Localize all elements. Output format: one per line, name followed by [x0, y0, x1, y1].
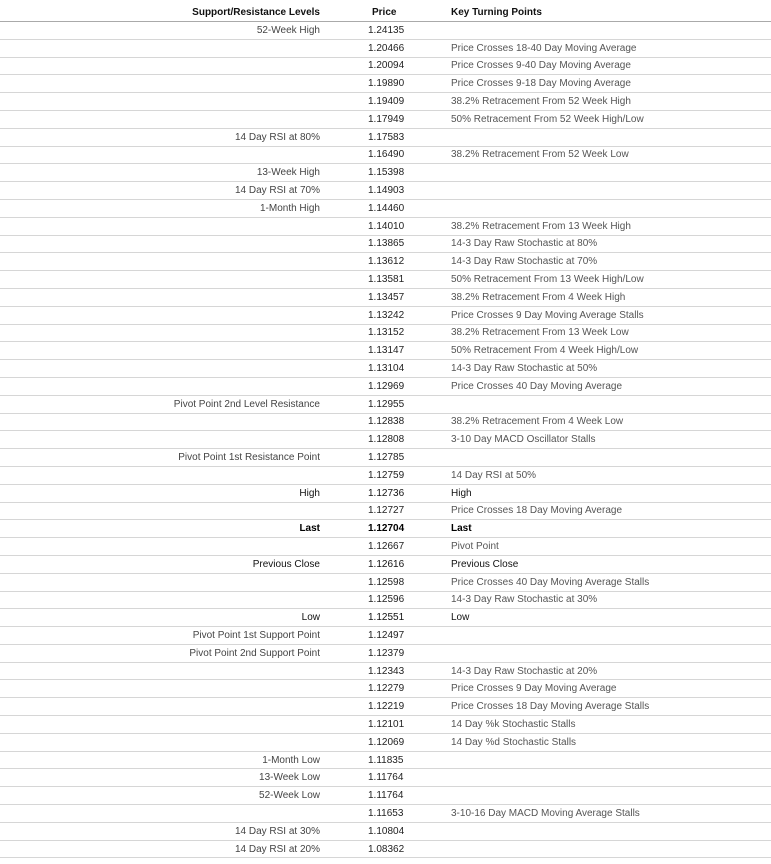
table-row	[0, 182, 771, 200]
price-cell: 1.12279	[325, 680, 447, 698]
table-row	[0, 840, 771, 858]
level-cell	[0, 146, 325, 164]
level-cell: Last	[0, 520, 325, 538]
price-cell: 1.12667	[325, 538, 447, 556]
level-cell	[0, 413, 325, 431]
header-price: Price	[325, 4, 447, 22]
price-cell: 1.20466	[325, 39, 447, 57]
turning-point-cell: Low	[447, 609, 771, 627]
turning-point-cell	[447, 769, 771, 787]
price-cell: 1.13457	[325, 288, 447, 306]
level-cell	[0, 39, 325, 57]
table-row	[0, 698, 771, 716]
level-cell	[0, 288, 325, 306]
price-cell: 1.17583	[325, 128, 447, 146]
price-cell: 1.12727	[325, 502, 447, 520]
turning-point-cell: Price Crosses 40 Day Moving Average	[447, 377, 771, 395]
table-row	[0, 573, 771, 591]
table-row	[0, 627, 771, 645]
turning-point-cell: 3-10 Day MACD Oscillator Stalls	[447, 431, 771, 449]
level-cell	[0, 591, 325, 609]
level-cell: Pivot Point 2nd Level Resistance	[0, 395, 325, 413]
level-cell: Low	[0, 609, 325, 627]
table-row	[0, 22, 771, 40]
turning-point-cell	[447, 395, 771, 413]
price-cell: 1.19890	[325, 75, 447, 93]
price-cell: 1.13152	[325, 324, 447, 342]
turning-point-cell	[447, 644, 771, 662]
price-cell: 1.12219	[325, 698, 447, 716]
turning-point-cell: Price Crosses 18 Day Moving Average Stalls	[447, 698, 771, 716]
price-cell: 1.17949	[325, 110, 447, 128]
price-cell: 1.12497	[325, 627, 447, 645]
level-cell	[0, 502, 325, 520]
support-resistance-table	[0, 4, 771, 858]
level-cell	[0, 698, 325, 716]
turning-point-cell: Price Crosses 40 Day Moving Average Stalls	[447, 573, 771, 591]
turning-point-cell: Last	[447, 520, 771, 538]
turning-point-cell: 38.2% Retracement From 13 Week Low	[447, 324, 771, 342]
table-row	[0, 217, 771, 235]
level-cell	[0, 716, 325, 734]
price-cell: 1.13242	[325, 306, 447, 324]
turning-point-cell	[447, 182, 771, 200]
table-row	[0, 93, 771, 111]
price-cell: 1.14010	[325, 217, 447, 235]
price-cell: 1.12069	[325, 733, 447, 751]
table-row	[0, 466, 771, 484]
level-cell: Pivot Point 2nd Support Point	[0, 644, 325, 662]
price-cell: 1.12379	[325, 644, 447, 662]
turning-point-cell	[447, 449, 771, 467]
turning-point-cell: 14 Day %k Stochastic Stalls	[447, 716, 771, 734]
price-cell: 1.19409	[325, 93, 447, 111]
turning-point-cell: Price Crosses 18-40 Day Moving Average	[447, 39, 771, 57]
table-row	[0, 360, 771, 378]
price-cell: 1.08362	[325, 840, 447, 858]
table-row	[0, 644, 771, 662]
price-cell: 1.12969	[325, 377, 447, 395]
price-cell: 1.12736	[325, 484, 447, 502]
level-cell: 13-Week High	[0, 164, 325, 182]
level-cell	[0, 75, 325, 93]
level-cell: 14 Day RSI at 20%	[0, 840, 325, 858]
turning-point-cell: Pivot Point	[447, 538, 771, 556]
level-cell: 14 Day RSI at 30%	[0, 822, 325, 840]
table-row	[0, 662, 771, 680]
level-cell: 1-Month High	[0, 199, 325, 217]
price-cell: 1.13104	[325, 360, 447, 378]
turning-point-cell: Price Crosses 9 Day Moving Average	[447, 680, 771, 698]
level-cell: 52-Week High	[0, 22, 325, 40]
level-cell	[0, 57, 325, 75]
level-cell	[0, 662, 325, 680]
price-cell: 1.12343	[325, 662, 447, 680]
price-cell: 1.11653	[325, 805, 447, 823]
turning-point-cell	[447, 822, 771, 840]
table-row	[0, 431, 771, 449]
price-cell: 1.20094	[325, 57, 447, 75]
turning-point-cell: 14 Day RSI at 50%	[447, 466, 771, 484]
price-cell: 1.11835	[325, 751, 447, 769]
turning-point-cell	[447, 22, 771, 40]
turning-point-cell: 50% Retracement From 4 Week High/Low	[447, 342, 771, 360]
price-cell: 1.13612	[325, 253, 447, 271]
price-cell: 1.14460	[325, 199, 447, 217]
level-cell	[0, 466, 325, 484]
turning-point-cell: 38.2% Retracement From 4 Week Low	[447, 413, 771, 431]
table-body	[0, 22, 771, 858]
table-row	[0, 235, 771, 253]
level-cell: Pivot Point 1st Resistance Point	[0, 449, 325, 467]
price-cell: 1.14903	[325, 182, 447, 200]
turning-point-cell: 38.2% Retracement From 52 Week Low	[447, 146, 771, 164]
price-cell: 1.12759	[325, 466, 447, 484]
turning-point-cell: Price Crosses 9-40 Day Moving Average	[447, 57, 771, 75]
table-row	[0, 342, 771, 360]
table-row	[0, 680, 771, 698]
table-row	[0, 520, 771, 538]
level-cell	[0, 93, 325, 111]
table-row	[0, 769, 771, 787]
table-row	[0, 288, 771, 306]
turning-point-cell	[447, 164, 771, 182]
turning-point-cell	[447, 787, 771, 805]
turning-point-cell: 38.2% Retracement From 52 Week High	[447, 93, 771, 111]
turning-point-cell	[447, 840, 771, 858]
level-cell	[0, 110, 325, 128]
turning-point-cell: 14-3 Day Raw Stochastic at 20%	[447, 662, 771, 680]
level-cell	[0, 253, 325, 271]
price-cell: 1.12704	[325, 520, 447, 538]
turning-point-cell	[447, 627, 771, 645]
turning-point-cell: 38.2% Retracement From 4 Week High	[447, 288, 771, 306]
price-cell: 1.12808	[325, 431, 447, 449]
table-row	[0, 822, 771, 840]
price-cell: 1.12955	[325, 395, 447, 413]
level-cell	[0, 733, 325, 751]
price-cell: 1.12616	[325, 555, 447, 573]
price-cell: 1.10804	[325, 822, 447, 840]
level-cell: Pivot Point 1st Support Point	[0, 627, 325, 645]
level-cell: 13-Week Low	[0, 769, 325, 787]
level-cell	[0, 680, 325, 698]
table-header-row	[0, 4, 771, 22]
level-cell	[0, 377, 325, 395]
price-cell: 1.12101	[325, 716, 447, 734]
level-cell	[0, 573, 325, 591]
price-cell: 1.12596	[325, 591, 447, 609]
level-cell: 1-Month Low	[0, 751, 325, 769]
level-cell: 52-Week Low	[0, 787, 325, 805]
table-row	[0, 805, 771, 823]
level-cell	[0, 805, 325, 823]
turning-point-cell: Price Crosses 9-18 Day Moving Average	[447, 75, 771, 93]
level-cell: Previous Close	[0, 555, 325, 573]
table-row	[0, 128, 771, 146]
turning-point-cell: 3-10-16 Day MACD Moving Average Stalls	[447, 805, 771, 823]
price-cell: 1.11764	[325, 787, 447, 805]
turning-point-cell: 50% Retracement From 52 Week High/Low	[447, 110, 771, 128]
table-row	[0, 324, 771, 342]
table-row	[0, 306, 771, 324]
level-cell: High	[0, 484, 325, 502]
table-row	[0, 733, 771, 751]
turning-point-cell: Previous Close	[447, 555, 771, 573]
level-cell	[0, 217, 325, 235]
price-cell: 1.13581	[325, 271, 447, 289]
level-cell	[0, 431, 325, 449]
turning-point-cell	[447, 128, 771, 146]
table-row	[0, 751, 771, 769]
turning-point-cell: High	[447, 484, 771, 502]
price-cell: 1.12838	[325, 413, 447, 431]
level-cell	[0, 360, 325, 378]
price-cell: 1.12598	[325, 573, 447, 591]
turning-point-cell: 14-3 Day Raw Stochastic at 50%	[447, 360, 771, 378]
turning-point-cell: 38.2% Retracement From 13 Week High	[447, 217, 771, 235]
table-row	[0, 39, 771, 57]
table-row	[0, 449, 771, 467]
table-row	[0, 146, 771, 164]
level-cell: 14 Day RSI at 70%	[0, 182, 325, 200]
table-row	[0, 377, 771, 395]
price-cell: 1.12785	[325, 449, 447, 467]
level-cell	[0, 342, 325, 360]
level-cell	[0, 324, 325, 342]
table-row	[0, 271, 771, 289]
price-cell: 1.13147	[325, 342, 447, 360]
turning-point-cell: 14-3 Day Raw Stochastic at 70%	[447, 253, 771, 271]
turning-point-cell	[447, 199, 771, 217]
table-row	[0, 787, 771, 805]
price-cell: 1.15398	[325, 164, 447, 182]
level-cell: 14 Day RSI at 80%	[0, 128, 325, 146]
table-row	[0, 57, 771, 75]
table-row	[0, 395, 771, 413]
table-row	[0, 413, 771, 431]
table-row	[0, 716, 771, 734]
table-row	[0, 199, 771, 217]
turning-point-cell: Price Crosses 9 Day Moving Average Stalls	[447, 306, 771, 324]
turning-point-cell: 14-3 Day Raw Stochastic at 30%	[447, 591, 771, 609]
table-row	[0, 110, 771, 128]
turning-point-cell: 50% Retracement From 13 Week High/Low	[447, 271, 771, 289]
table-row	[0, 253, 771, 271]
price-cell: 1.13865	[325, 235, 447, 253]
turning-point-cell: 14 Day %d Stochastic Stalls	[447, 733, 771, 751]
table-row	[0, 502, 771, 520]
table-row	[0, 164, 771, 182]
turning-point-cell: 14-3 Day Raw Stochastic at 80%	[447, 235, 771, 253]
turning-point-cell	[447, 751, 771, 769]
table-row	[0, 75, 771, 93]
header-turning-points: Key Turning Points	[447, 4, 771, 22]
level-cell	[0, 235, 325, 253]
table-row	[0, 609, 771, 627]
header-levels: Support/Resistance Levels	[0, 4, 325, 22]
price-cell: 1.16490	[325, 146, 447, 164]
price-cell: 1.12551	[325, 609, 447, 627]
level-cell	[0, 306, 325, 324]
table-row	[0, 555, 771, 573]
table-row	[0, 591, 771, 609]
price-cell: 1.11764	[325, 769, 447, 787]
turning-point-cell: Price Crosses 18 Day Moving Average	[447, 502, 771, 520]
level-cell	[0, 271, 325, 289]
table-row	[0, 538, 771, 556]
level-cell	[0, 538, 325, 556]
price-cell: 1.24135	[325, 22, 447, 40]
table-row	[0, 484, 771, 502]
